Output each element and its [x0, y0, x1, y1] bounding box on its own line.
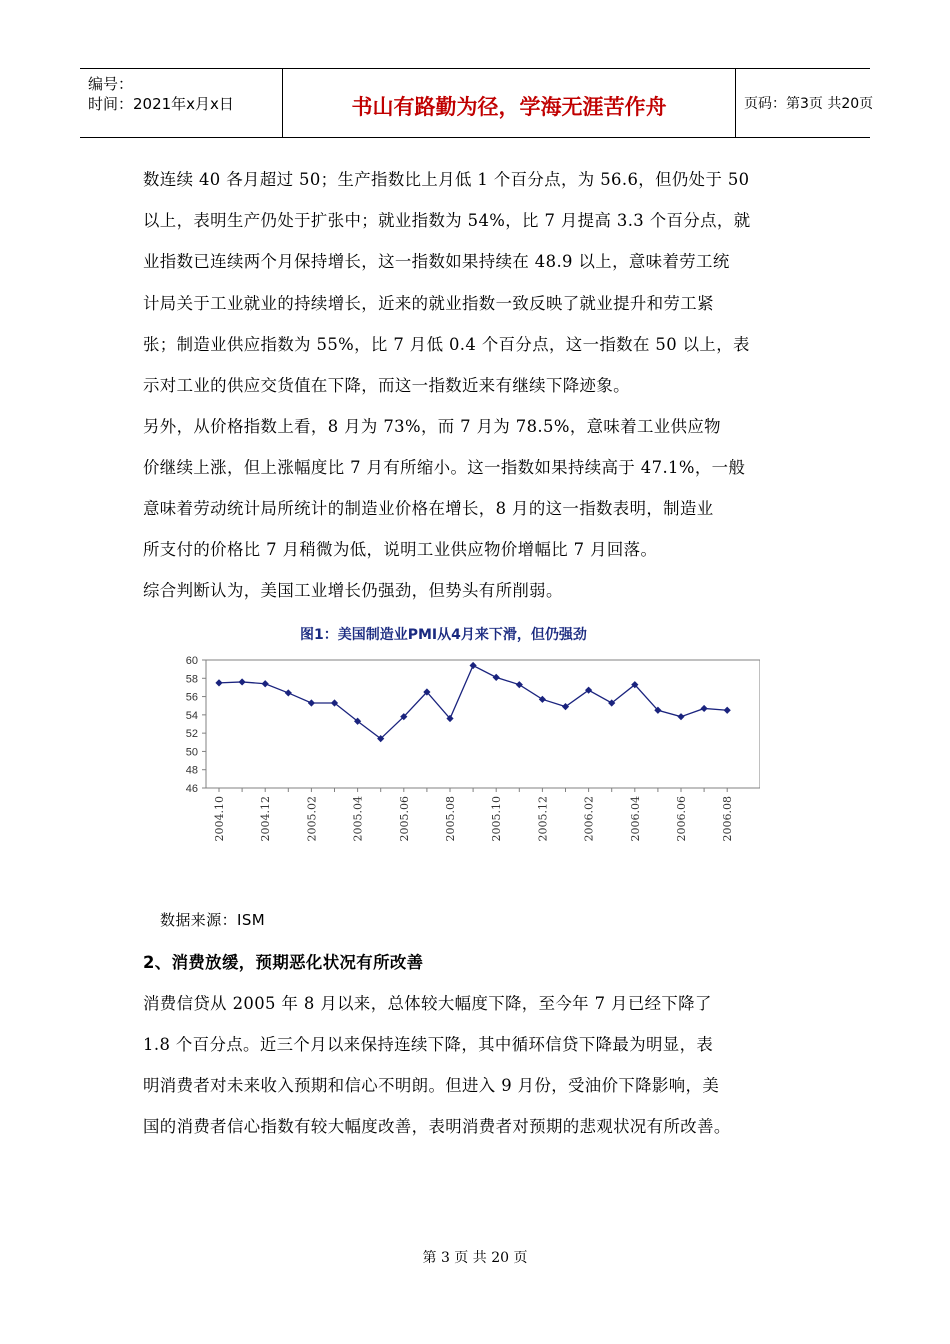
paragraph-line: 意味着劳动统计局所统计的制造业价格在增长，8 月的这一指数表明，制造业: [143, 499, 714, 518]
document-time-label: 时间：2021年x月x日: [88, 95, 234, 113]
plot-area: [206, 660, 760, 788]
header-page-info: 页码：第3页 共20页: [744, 96, 874, 112]
paragraph-line: 计局关于工业就业的持续增长，近来的就业指数一致反映了就业提升和劳工紧: [143, 294, 714, 313]
chart-title: 图1：美国制造业PMI从4月来下滑，但仍强劲: [300, 627, 587, 643]
header-motto: 书山有路勤为径，学海无涯苦作舟: [351, 95, 667, 119]
paragraph-line: 另外，从价格指数上看，8 月为 73%，而 7 月为 78.5%，意味着工业供应物: [143, 417, 721, 436]
pmi-line-chart: [160, 648, 760, 858]
section-line: 消费信贷从 2005 年 8 月以来，总体较大幅度下降，至今年 7 月已经下降了: [143, 994, 712, 1013]
x-axis-ticks: [213, 788, 734, 842]
y-tick-label: 48: [185, 764, 198, 777]
y-tick-label: 50: [185, 746, 198, 759]
x-tick-label: 2006.06: [675, 796, 688, 842]
document-number-label: 编号：: [88, 75, 134, 93]
paragraph-line: 数连续 40 各月超过 50；生产指数比上月低 1 个百分点，为 56.6，但仍处于 50: [143, 170, 750, 189]
y-tick-label: 58: [185, 673, 198, 686]
paragraph-line: 综合判断认为，美国工业增长仍强劲，但势头有所削弱。: [143, 581, 563, 600]
paragraph-line: 价继续上涨，但上涨幅度比 7 月有所缩小。这一指数如果持续高于 47.1%，一般: [143, 458, 746, 477]
y-tick-label: 46: [185, 783, 198, 795]
section-heading: 2、消费放缓，预期恶化状况有所改善: [143, 953, 424, 972]
x-tick-label: 2006.04: [628, 796, 642, 842]
paragraph-line: 业指数已连续两个月保持增长，这一指数如果持续在 48.9 以上，意味着劳工统: [143, 252, 730, 271]
paragraph-line: 所支付的价格比 7 月稍微为低，说明工业供应物价增幅比 7 月回落。: [143, 540, 658, 559]
y-axis-ticks: [186, 655, 206, 795]
x-tick-label: 2005.04: [351, 796, 365, 842]
x-tick-label: 2006.08: [721, 796, 735, 842]
x-tick-label: 2006.02: [582, 796, 596, 842]
header-motto-cell: [283, 69, 736, 137]
section-line: 明消费者对未来收入预期和信心不明朗。但进入 9 月份，受油价下降影响，美: [143, 1076, 720, 1095]
x-tick-label: 2004.10: [213, 796, 226, 842]
page-header: [80, 68, 874, 138]
y-tick-label: 54: [185, 709, 198, 722]
data-source-note: 数据来源：ISM: [160, 911, 266, 929]
x-tick-label: 2005.10: [490, 796, 504, 842]
section-line: 国的消费者信心指数有较大幅度改善，表明消费者对预期的悲观状况有所改善。: [143, 1117, 731, 1136]
x-tick-label: 2005.06: [397, 796, 411, 842]
header-page-cell: [736, 69, 874, 137]
header-meta-cell: [80, 69, 283, 137]
x-tick-label: 2004.12: [259, 796, 273, 842]
x-tick-label: 2005.02: [305, 796, 319, 842]
paragraph-line: 示对工业的供应交货值在下降，而这一指数近来有继续下降迹象。: [143, 376, 630, 395]
section-line: 1.8 个百分点。近三个月以来保持连续下降，其中循环信贷下降最为明显，表: [143, 1035, 714, 1054]
paragraph-line: 以上，表明生产仍处于扩张中；就业指数为 54%，比 7 月提高 3.3 个百分点，就: [143, 211, 751, 230]
x-tick-label: 2005.12: [536, 796, 550, 842]
x-tick-label: 2005.08: [444, 796, 457, 842]
paragraph-line: 张；制造业供应指数为 55%，比 7 月低 0.4 个百分点，这一指数在 50 以上，表: [143, 335, 750, 354]
page-footer: 第 3 页 共 20 页: [422, 1250, 528, 1266]
y-tick-label: 60: [185, 655, 198, 667]
y-tick-label: 56: [185, 691, 198, 704]
y-tick-label: 52: [185, 728, 198, 741]
